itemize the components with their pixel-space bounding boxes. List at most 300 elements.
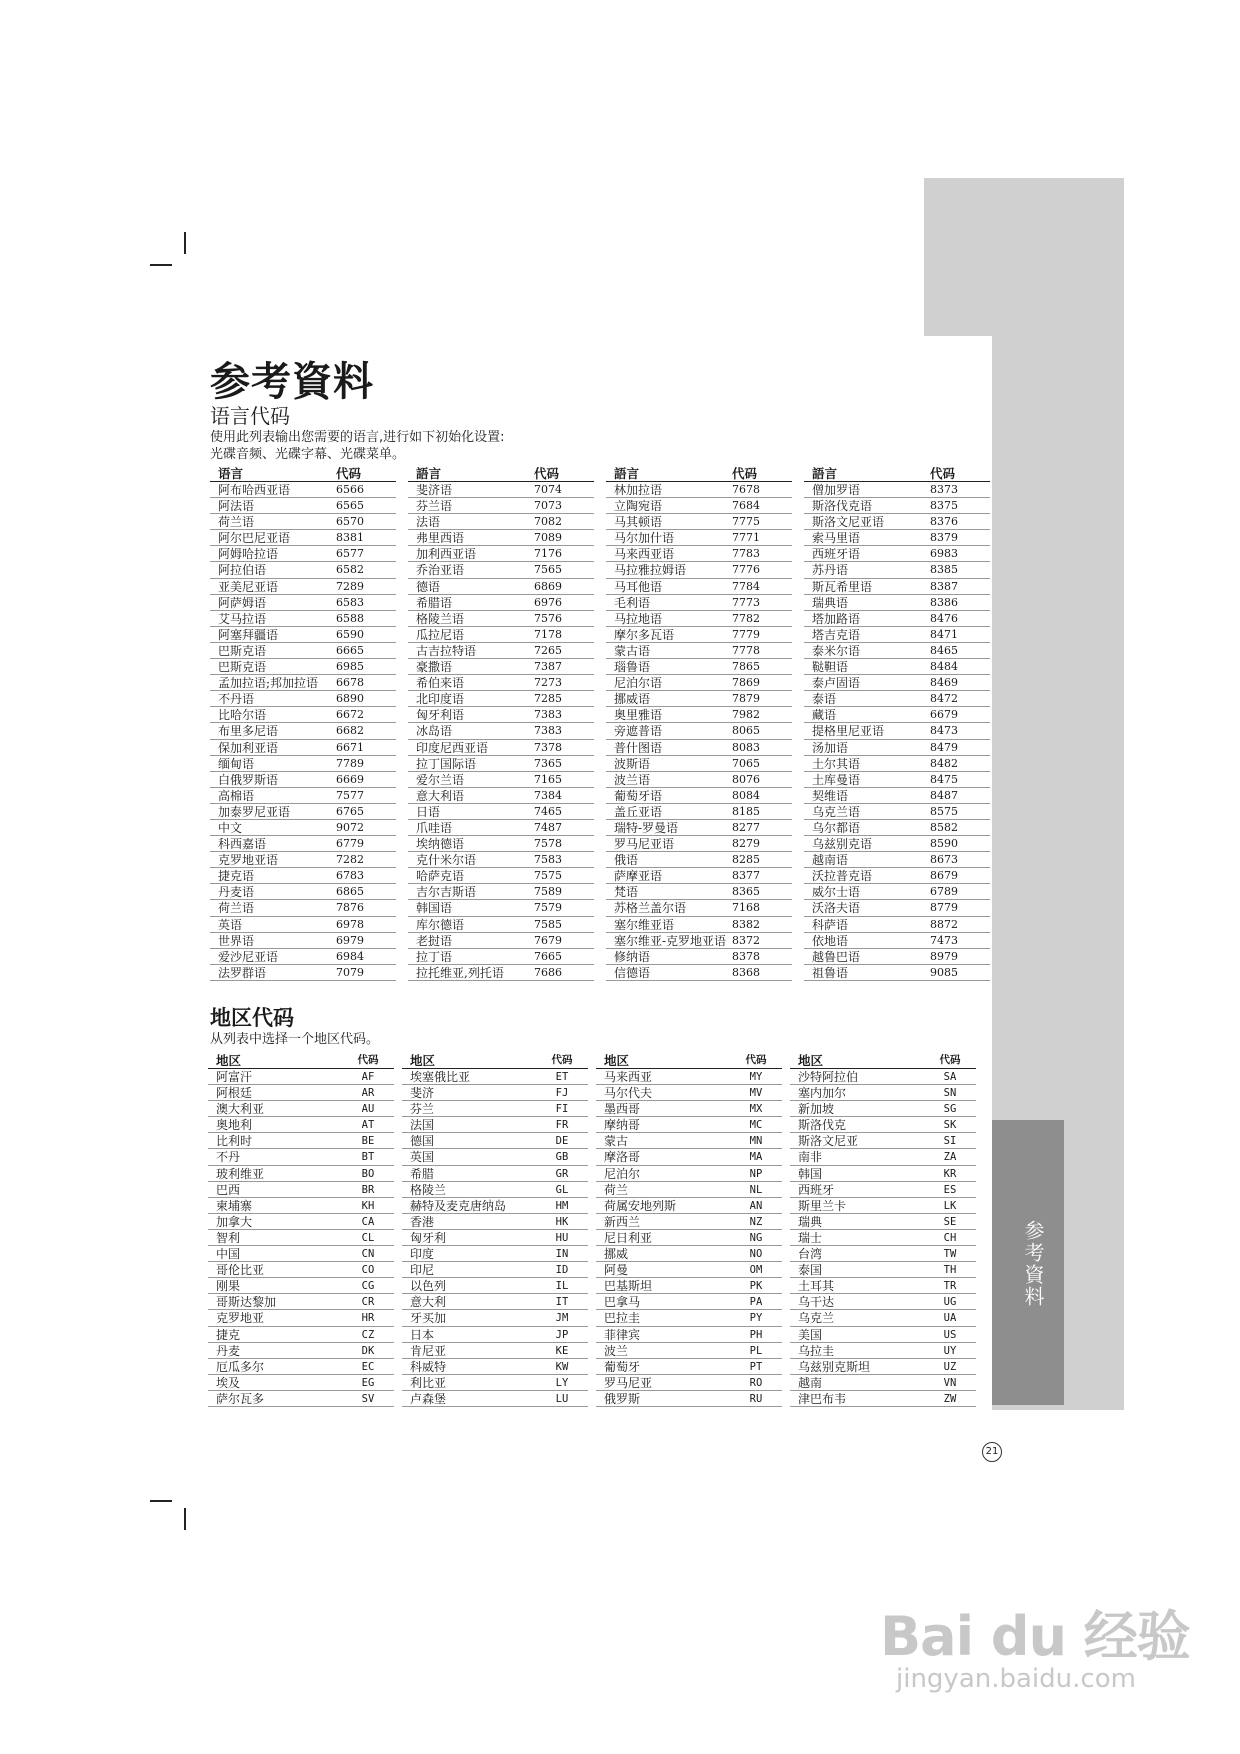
region-row [402, 1166, 588, 1182]
region-row [208, 1166, 394, 1182]
region-code: IT [555, 1296, 569, 1309]
language-code: 8582 [930, 820, 958, 834]
region-name-header: 地区 [410, 1053, 436, 1068]
region-row [596, 1246, 782, 1262]
language-row [804, 514, 990, 530]
language-section-title: 语言代码 [210, 404, 290, 428]
region-code: CL [361, 1231, 375, 1244]
language-code: 8285 [732, 853, 760, 867]
region-code: HM [555, 1199, 569, 1212]
language-name: 克罗地亚语 [218, 853, 279, 868]
language-row [804, 917, 990, 933]
language-row [408, 836, 594, 852]
region-name: 印度 [410, 1247, 435, 1262]
language-name: 印度尼西亚语 [416, 740, 489, 755]
language-name: 匈牙利语 [416, 708, 465, 723]
region-code: RO [749, 1376, 763, 1389]
language-row [408, 675, 594, 691]
region-code: SN [943, 1087, 957, 1100]
language-code: 8575 [930, 804, 958, 818]
region-row [790, 1149, 976, 1165]
region-row [402, 1375, 588, 1391]
region-name: 巴拉圭 [604, 1311, 641, 1326]
region-name: 斯洛伐克 [798, 1118, 847, 1133]
language-name: 泰米尔语 [812, 643, 861, 658]
region-name: 斐济 [410, 1086, 435, 1101]
language-row [210, 852, 396, 868]
page-number: 21 [982, 1442, 1002, 1462]
language-code-header: 代码 [930, 466, 956, 481]
language-row [606, 804, 792, 820]
language-row [408, 949, 594, 965]
language-code: 7879 [732, 692, 760, 706]
language-name: 希伯来语 [416, 676, 465, 691]
language-name: 挪威语 [614, 692, 651, 707]
language-code: 8378 [732, 949, 760, 963]
region-code: DE [555, 1135, 569, 1148]
region-code: SI [943, 1135, 957, 1148]
region-code: UZ [943, 1360, 957, 1373]
region-name: 巴拿马 [604, 1295, 641, 1310]
region-row [790, 1214, 976, 1230]
language-code: 8872 [930, 917, 958, 931]
region-row [596, 1327, 782, 1343]
region-code: KH [361, 1199, 375, 1212]
language-row [210, 949, 396, 965]
language-row [210, 723, 396, 739]
region-row [402, 1391, 588, 1407]
language-code: 7782 [732, 611, 760, 625]
language-code: 7289 [336, 579, 364, 593]
region-code: LK [943, 1199, 957, 1212]
region-row [596, 1294, 782, 1310]
region-code: CG [361, 1280, 375, 1293]
language-name: 瑞典语 [812, 595, 849, 610]
region-code: HU [555, 1231, 569, 1244]
language-name: 斯洛文尼亚语 [812, 515, 885, 530]
language-code: 7771 [732, 531, 760, 545]
region-code: NL [749, 1183, 763, 1196]
region-code: JP [555, 1328, 569, 1341]
region-name: 刚果 [216, 1279, 241, 1294]
language-name: 冰岛语 [416, 724, 453, 739]
region-row [596, 1117, 782, 1133]
region-name: 斯里兰卡 [798, 1198, 847, 1213]
region-row [790, 1262, 976, 1278]
region-code: NG [749, 1231, 763, 1244]
language-column-header [408, 466, 594, 482]
region-row [208, 1149, 394, 1165]
language-row [210, 740, 396, 756]
region-name: 意大利 [410, 1295, 447, 1310]
region-name: 墨西哥 [604, 1102, 641, 1117]
region-row [790, 1278, 976, 1294]
language-name: 克什米尔语 [416, 853, 477, 868]
region-row [596, 1230, 782, 1246]
language-name-header: 語言 [614, 466, 640, 481]
language-code: 7686 [534, 965, 562, 979]
chapter-tab-label: 参考資料 [1021, 1220, 1045, 1308]
language-name: 僧加罗语 [812, 483, 861, 497]
language-row [606, 514, 792, 530]
region-column [596, 1053, 782, 1407]
language-name: 乌兹别克语 [812, 837, 873, 852]
region-code: CR [361, 1296, 375, 1309]
region-column-header [790, 1053, 976, 1069]
region-row [208, 1069, 394, 1085]
language-code: 6671 [336, 740, 364, 754]
region-code: IN [555, 1248, 569, 1261]
language-row [408, 627, 594, 643]
region-name: 肯尼亚 [410, 1343, 447, 1358]
region-code: ID [555, 1264, 569, 1277]
language-row [210, 917, 396, 933]
language-name: 北印度语 [416, 692, 465, 707]
language-row [804, 627, 990, 643]
region-row [596, 1085, 782, 1101]
language-row [606, 949, 792, 965]
language-code: 6765 [336, 804, 364, 818]
region-row [596, 1375, 782, 1391]
language-code: 6672 [336, 708, 364, 722]
language-name: 艾马拉语 [218, 611, 267, 626]
language-code: 7089 [534, 531, 562, 545]
region-row [790, 1359, 976, 1375]
region-name: 摩洛哥 [604, 1150, 641, 1165]
language-code: 6590 [336, 627, 364, 641]
region-code: AT [361, 1119, 375, 1132]
language-code: 6783 [336, 869, 364, 883]
language-name: 科西嘉语 [218, 837, 267, 852]
region-name: 乌兹别克斯坦 [798, 1359, 871, 1374]
region-row [208, 1198, 394, 1214]
language-code: 8376 [930, 515, 958, 529]
language-name: 苏丹语 [812, 563, 849, 578]
region-row [208, 1327, 394, 1343]
region-name: 土耳其 [798, 1279, 835, 1294]
region-name: 葡萄牙 [604, 1359, 641, 1374]
language-row [606, 788, 792, 804]
language-code: 7579 [534, 901, 562, 915]
region-code: MY [749, 1071, 763, 1083]
language-name: 塞尔维亚-克罗地亚语 [614, 933, 727, 948]
language-name: 格陵兰语 [416, 611, 465, 626]
region-name: 马来西亚 [604, 1070, 653, 1084]
language-name: 爪哇语 [416, 820, 453, 835]
language-code-table [210, 466, 990, 981]
language-code: 7465 [534, 804, 562, 818]
region-name: 塞内加尔 [798, 1086, 847, 1101]
page-title: 参考資料 [210, 359, 374, 405]
region-row [208, 1310, 394, 1326]
language-code: 7487 [534, 820, 562, 834]
language-code: 8779 [930, 901, 958, 915]
language-code: 8387 [930, 579, 958, 593]
region-name: 越南 [798, 1375, 823, 1390]
language-name-header: 語言 [812, 466, 838, 481]
language-row [804, 868, 990, 884]
language-name: 德语 [416, 579, 441, 594]
region-row [402, 1117, 588, 1133]
language-name-header: 語言 [416, 466, 442, 481]
language-row [606, 868, 792, 884]
language-name: 白俄罗斯语 [218, 772, 279, 787]
region-code: ZW [943, 1392, 957, 1405]
language-name: 比哈尔语 [218, 708, 267, 723]
language-code: 7869 [732, 676, 760, 690]
language-name: 鞑靼语 [812, 660, 849, 675]
language-row [804, 933, 990, 949]
language-code: 7589 [534, 885, 562, 899]
region-code: ET [555, 1071, 569, 1083]
language-code: 7778 [732, 643, 760, 657]
language-row [408, 579, 594, 595]
region-code: EG [361, 1376, 375, 1389]
region-row [596, 1359, 782, 1375]
language-code: 7775 [732, 515, 760, 529]
region-code: SK [943, 1119, 957, 1132]
region-name: 西班牙 [798, 1182, 835, 1197]
language-row [804, 579, 990, 595]
region-code: BT [361, 1151, 375, 1164]
language-name: 阿拉伯语 [218, 563, 267, 578]
region-row [596, 1310, 782, 1326]
language-row [606, 562, 792, 578]
region-row [790, 1198, 976, 1214]
language-row [408, 852, 594, 868]
region-row [790, 1085, 976, 1101]
language-row [804, 562, 990, 578]
language-row [408, 514, 594, 530]
language-name: 希腊语 [416, 595, 453, 610]
region-code: MN [749, 1135, 763, 1148]
language-row [804, 595, 990, 611]
language-row [804, 659, 990, 675]
region-code: VN [943, 1376, 957, 1389]
language-name: 缅甸语 [218, 756, 255, 771]
language-row [210, 900, 396, 916]
language-code: 6679 [930, 708, 958, 722]
language-code: 7176 [534, 547, 562, 561]
crop-mark [184, 1508, 186, 1530]
region-name: 罗马尼亚 [604, 1375, 653, 1390]
language-row [606, 643, 792, 659]
language-row [606, 723, 792, 739]
region-name: 哥伦比亚 [216, 1263, 265, 1278]
language-name: 契维语 [812, 788, 849, 803]
language-name: 毛利语 [614, 595, 651, 610]
region-name: 希腊 [410, 1166, 435, 1181]
language-name: 荷兰语 [218, 901, 255, 916]
region-name: 厄瓜多尔 [216, 1359, 265, 1374]
language-name: 马尔加什语 [614, 531, 675, 546]
language-row [408, 788, 594, 804]
language-code: 8277 [732, 820, 760, 834]
language-row [804, 707, 990, 723]
language-name: 普什图语 [614, 740, 663, 755]
crop-mark [150, 1500, 172, 1502]
language-code: 8076 [732, 772, 760, 786]
language-name: 法语 [416, 515, 441, 530]
language-code: 7577 [336, 788, 364, 802]
language-name: 波兰语 [614, 772, 651, 787]
language-row [804, 836, 990, 852]
region-code: NP [749, 1167, 763, 1180]
language-name: 拉托维亚,列托语 [416, 965, 504, 980]
language-code: 8382 [732, 917, 760, 931]
language-code: 7383 [534, 724, 562, 738]
language-row [210, 836, 396, 852]
language-code: 7876 [336, 901, 364, 915]
language-name: 阿萨姆语 [218, 595, 267, 610]
region-row [596, 1101, 782, 1117]
language-row [210, 691, 396, 707]
region-code: MV [749, 1087, 763, 1100]
language-name: 丹麦语 [218, 885, 255, 900]
language-code-header: 代码 [534, 466, 560, 481]
region-code-header: 代码 [745, 1054, 767, 1066]
language-row [210, 498, 396, 514]
language-code: 6583 [336, 595, 364, 609]
language-name: 泰语 [812, 692, 837, 707]
language-row [804, 820, 990, 836]
region-row [402, 1149, 588, 1165]
region-row [402, 1310, 588, 1326]
language-code: 7665 [534, 949, 562, 963]
language-name: 乔治亚语 [416, 563, 465, 578]
language-name: 哈萨克语 [416, 869, 465, 884]
watermark-logo: Bai du 经验 [880, 1605, 1190, 1668]
region-row [596, 1069, 782, 1085]
language-code: 6577 [336, 547, 364, 561]
language-row [210, 482, 396, 498]
region-name: 尼日利亚 [604, 1230, 653, 1245]
language-name: 韩国语 [416, 901, 453, 916]
region-row [402, 1327, 588, 1343]
language-name: 奥里雅语 [614, 708, 663, 723]
language-name: 祖鲁语 [812, 965, 849, 980]
language-name: 意大利语 [416, 788, 465, 803]
region-code: EC [361, 1360, 375, 1373]
region-row [596, 1391, 782, 1407]
region-code: SA [943, 1071, 957, 1083]
language-code: 7168 [732, 901, 760, 915]
region-code: UY [943, 1344, 957, 1357]
language-code: 6869 [534, 579, 562, 593]
language-code: 7282 [336, 853, 364, 867]
language-name: 瑙鲁语 [614, 660, 651, 675]
region-row [596, 1198, 782, 1214]
language-row [606, 482, 792, 498]
language-code: 8471 [930, 627, 958, 641]
language-code: 7779 [732, 627, 760, 641]
language-code: 7384 [534, 788, 562, 802]
language-code: 6984 [336, 949, 364, 963]
language-name: 科萨语 [812, 917, 849, 932]
language-name: 越鲁巴语 [812, 949, 861, 964]
language-name: 斯洛伐克语 [812, 499, 873, 514]
language-name: 布里多尼语 [218, 724, 279, 739]
language-code: 7678 [732, 483, 760, 496]
language-code: 7565 [534, 563, 562, 577]
region-row [208, 1246, 394, 1262]
language-column [606, 466, 792, 981]
region-row [208, 1375, 394, 1391]
language-code: 8473 [930, 724, 958, 738]
region-name: 沙特阿拉伯 [798, 1070, 859, 1084]
language-name: 汤加语 [812, 740, 849, 755]
region-code: BE [361, 1135, 375, 1148]
region-name: 新加坡 [798, 1102, 835, 1117]
region-name: 津巴布韦 [798, 1391, 847, 1406]
language-name-header: 语言 [218, 466, 244, 481]
language-row [210, 756, 396, 772]
region-row [596, 1166, 782, 1182]
region-name: 不丹 [216, 1150, 241, 1165]
region-row [790, 1133, 976, 1149]
language-code: 8373 [930, 483, 958, 496]
language-code: 6566 [336, 483, 364, 496]
language-name: 瓜拉尼语 [416, 627, 465, 642]
language-row [606, 579, 792, 595]
language-code: 7789 [336, 756, 364, 770]
language-code: 7679 [534, 933, 562, 947]
language-name: 保加利亚语 [218, 740, 279, 755]
region-name: 马尔代夫 [604, 1086, 653, 1101]
language-name: 土尔其语 [812, 756, 861, 771]
language-row [606, 933, 792, 949]
language-name: 吉尔吉斯语 [416, 885, 477, 900]
region-name: 俄罗斯 [604, 1391, 641, 1406]
language-name: 立陶宛语 [614, 499, 663, 514]
language-code: 8279 [732, 837, 760, 851]
language-code: 8386 [930, 595, 958, 609]
language-code: 7079 [336, 965, 364, 979]
region-code: LY [555, 1376, 569, 1389]
language-code: 7387 [534, 660, 562, 674]
region-code: GL [555, 1183, 569, 1196]
language-code: 7982 [732, 708, 760, 722]
language-code: 8379 [930, 531, 958, 545]
language-code: 7684 [732, 499, 760, 513]
language-name: 日语 [416, 804, 441, 819]
region-section-title: 地区代码 [210, 1006, 294, 1030]
language-name: 爱尔兰语 [416, 772, 465, 787]
region-name: 哥斯达黎加 [216, 1295, 277, 1310]
region-row [208, 1294, 394, 1310]
region-code-header: 代码 [551, 1054, 573, 1066]
region-code: HK [555, 1215, 569, 1228]
language-code: 7576 [534, 611, 562, 625]
language-name: 法罗群语 [218, 965, 267, 980]
region-column [208, 1053, 394, 1407]
language-row [606, 530, 792, 546]
region-row [402, 1069, 588, 1085]
region-row [208, 1101, 394, 1117]
language-name: 沃洛夫语 [812, 901, 861, 916]
language-name: 俄语 [614, 853, 639, 868]
region-code: BO [361, 1167, 375, 1180]
language-name: 蒙古语 [614, 643, 651, 658]
region-name-header: 地区 [216, 1053, 242, 1068]
region-code: CH [943, 1231, 957, 1244]
region-code: PT [749, 1360, 763, 1373]
language-row [408, 965, 594, 981]
region-name: 埃塞俄比亚 [410, 1070, 471, 1084]
language-code: 6779 [336, 837, 364, 851]
language-row [804, 643, 990, 659]
language-code: 6682 [336, 724, 364, 738]
